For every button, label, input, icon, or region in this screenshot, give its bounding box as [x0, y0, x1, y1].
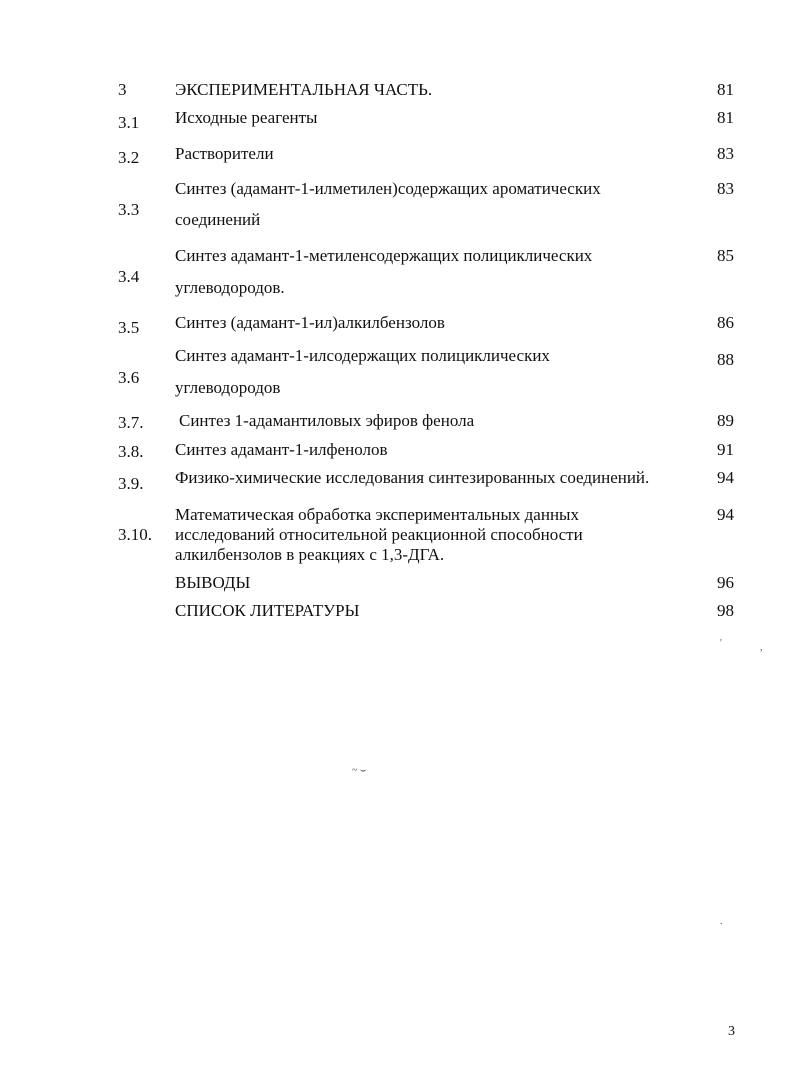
page-ref: 86 [717, 313, 734, 332]
page-ref: 94 [717, 468, 734, 487]
section-title-line: соединений [175, 210, 261, 229]
page-ref: 88 [717, 350, 734, 369]
section-number: 3 [118, 80, 127, 99]
section-number: 3.8. [118, 442, 144, 461]
section-title: Физико-химические исследования синтезированных соединений. [175, 468, 650, 487]
section-title-line: углеводородов. [175, 278, 285, 297]
page-ref: 91 [717, 440, 734, 459]
section-title-line: алкилбензолов в реакциях с 1,3-ДГА. [175, 545, 445, 564]
section-title: Синтез адамант-1-илфенолов [175, 440, 388, 459]
section-title: СПИСОК ЛИТЕРАТУРЫ [175, 601, 360, 620]
section-title-line: Синтез (адамант-1-илметилен)содержащих ароматических [175, 179, 601, 198]
section-number: 3.5 [118, 318, 140, 337]
section-number: 3.9. [118, 474, 144, 493]
page-ref: 98 [717, 601, 734, 620]
page-ref: 81 [717, 108, 734, 127]
section-title: ЭКСПЕРИМЕНТАЛЬНАЯ ЧАСТЬ. [175, 80, 433, 99]
page-ref: 96 [717, 573, 734, 592]
section-title: ВЫВОДЫ [175, 573, 251, 592]
section-title: Исходные реагенты [175, 108, 318, 127]
page-ref: 83 [717, 144, 734, 163]
section-title-line: Синтез адамант-1-илсодержащих полициклических [175, 346, 550, 365]
section-number: 3.1 [118, 113, 140, 132]
section-number: 3.10. [118, 525, 152, 544]
section-title: Синтез (адамант-1-ил)алкилбензолов [175, 313, 445, 332]
section-title-line: исследований относительной реакционной способности [175, 525, 583, 544]
section-title: Синтез 1-адамантиловых эфиров фенола [179, 411, 475, 430]
section-number: 3.4 [118, 267, 140, 286]
page-ref: 81 [717, 80, 734, 99]
section-number: 3.3 [118, 200, 140, 219]
section-title-line: Синтез адамант-1-метиленсодержащих полициклических [175, 246, 593, 265]
scan-speck: , [760, 642, 763, 653]
page-ref: 94 [717, 505, 734, 524]
page-ref: 89 [717, 411, 734, 430]
section-title-line: Математическая обработка экспериментальных данных [175, 505, 579, 524]
page-number: 3 [728, 1024, 735, 1039]
section-number: 3.7. [118, 413, 144, 432]
section-number: 3.2 [118, 148, 140, 167]
scan-speck: ~ ⌣ [352, 765, 367, 776]
section-title: Растворители [175, 144, 274, 163]
scan-speck: ' [720, 638, 722, 649]
section-number: 3.6 [118, 368, 140, 387]
page-ref: 83 [717, 179, 734, 198]
section-title-line: углеводородов [175, 378, 281, 397]
page-ref: 85 [717, 246, 734, 265]
scan-speck: . [720, 916, 723, 927]
